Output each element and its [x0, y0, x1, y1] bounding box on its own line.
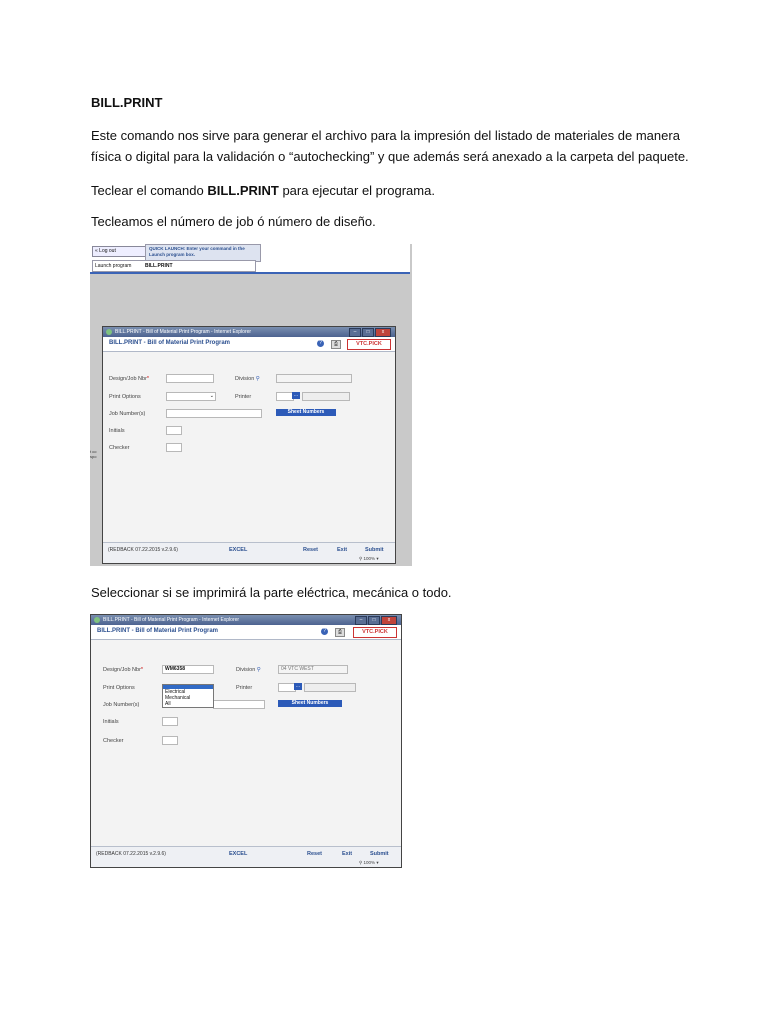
logout-link[interactable]: « Log out [92, 246, 146, 257]
reset-button-2[interactable]: Reset [307, 851, 322, 857]
reset-button[interactable]: Reset [303, 547, 318, 553]
division-search-icon-2[interactable]: ⚲ [256, 667, 261, 673]
instruction-paragraph [91, 180, 691, 201]
required-mark-2: * [140, 667, 144, 673]
initials-input[interactable] [166, 426, 182, 435]
option-electrical[interactable]: Electrical [165, 689, 186, 695]
checker-label: Checker [109, 445, 130, 451]
launch-program-row [92, 260, 256, 272]
launch-header [90, 244, 410, 272]
initials-label: Initials [109, 428, 125, 434]
launch-program-input[interactable]: BILL.PRINT [145, 263, 173, 269]
intro-line-2: física o digital para la validación o “autochecking” y que además será anexado a la carpeta del paquete. [91, 149, 689, 164]
document-heading: BILL.PRINT [91, 95, 163, 110]
app-title-2: BILL.PRINT - Bill of Material Print Program [97, 628, 219, 634]
ie-icon [106, 329, 112, 335]
sheet-numbers-button[interactable]: Sheet Numbers [276, 409, 336, 416]
form-area [103, 352, 395, 543]
version-text-2: (REDBACK 07.22.2015 v.2.9.6) [96, 851, 166, 857]
print-icon[interactable]: ⎙ [331, 340, 341, 349]
sheet-numbers-button-2[interactable]: Sheet Numbers [278, 700, 342, 707]
header-divider [90, 272, 410, 274]
screenshot-launch [90, 244, 412, 566]
zoom-indicator[interactable]: ⚲ 100% ▾ [359, 556, 379, 561]
chevron-down-icon: ⌄ [209, 393, 214, 399]
zoom-indicator-2[interactable]: ⚲ 100% ▾ [359, 860, 379, 865]
instruction-command: BILL.PRINT [207, 183, 279, 198]
help-icon[interactable]: ? [317, 340, 324, 347]
submit-button[interactable]: Submit [365, 547, 384, 553]
side-fragment: t co spo [90, 449, 97, 459]
design-label-text-2: Design/Job Nbr [103, 667, 141, 673]
form-footer-2 [91, 846, 401, 867]
printer-label: Printer [235, 394, 252, 400]
maximize-icon-2[interactable]: □ [368, 616, 380, 625]
printer-lookup-button[interactable]: ... [293, 392, 299, 398]
print-options-label: Print Options [109, 394, 141, 400]
division-input[interactable] [276, 374, 352, 383]
printer-lookup-button-2[interactable]: ... [295, 683, 301, 689]
close-icon-2[interactable]: x [381, 616, 397, 625]
instruction-post: para ejecutar el programa. [278, 183, 435, 198]
excel-button-2[interactable]: EXCEL [229, 851, 248, 857]
design-label [109, 376, 149, 382]
division-input-2[interactable]: 04 VTC WEST [278, 665, 348, 674]
printer-name-input-2 [304, 683, 356, 692]
print-icon-2[interactable]: ⎙ [335, 628, 345, 637]
vtc-pick-button-2[interactable]: VTC.PICK [353, 627, 397, 638]
printer-name-input [302, 392, 350, 401]
app-header [103, 337, 395, 352]
printer-label-2: Printer [236, 685, 253, 691]
form-footer [103, 542, 395, 563]
division-label [235, 376, 260, 382]
window-buttons [349, 328, 391, 337]
intro-paragraph [91, 125, 691, 167]
design-input[interactable] [166, 374, 214, 383]
ie-title-bar-2 [91, 615, 401, 625]
instruction-pre: Teclear el comando [91, 183, 208, 198]
job-numbers-label: Job Number(s) [109, 411, 146, 417]
app-title: BILL.PRINT - Bill of Material Print Program [109, 340, 231, 346]
window-buttons-2 [355, 616, 397, 625]
initials-input-2[interactable] [162, 717, 178, 726]
bill-print-window-1 [102, 326, 396, 564]
version-text: (REDBACK 07.22.2015 v.2.9.6) [108, 547, 178, 553]
minimize-icon-2[interactable]: – [355, 616, 367, 625]
form-area-2 [91, 640, 401, 847]
exit-button[interactable]: Exit [337, 547, 348, 553]
print-options-select[interactable] [166, 392, 216, 401]
maximize-icon[interactable]: □ [362, 328, 374, 337]
ie-title-2: BILL.PRINT - Bill of Material Print Program - Internet Explorer [103, 617, 240, 623]
ie-title: BILL.PRINT - Bill of Material Print Program - Internet Explorer [115, 329, 252, 335]
print-options-label-2: Print Options [103, 685, 135, 691]
zoom-level-2: 100% [363, 860, 376, 865]
division-label-2 [236, 667, 261, 673]
minimize-icon[interactable]: – [349, 328, 361, 337]
exit-button-2[interactable]: Exit [342, 851, 353, 857]
submit-button-2[interactable]: Submit [370, 851, 389, 857]
initials-label-2: Initials [103, 719, 119, 725]
division-label-text-2: Division [236, 667, 256, 673]
vtc-pick-button[interactable]: VTC.PICK [347, 339, 391, 350]
option-all[interactable]: All [165, 701, 171, 707]
close-icon[interactable]: x [375, 328, 391, 337]
job-numbers-input[interactable] [166, 409, 262, 418]
checker-input[interactable] [166, 443, 182, 452]
help-icon-2[interactable]: ? [321, 628, 328, 635]
design-label-text: Design/Job Nbr [109, 376, 147, 382]
division-label-text: Division [235, 376, 255, 382]
option-mechanical[interactable]: Mechanical [165, 695, 191, 701]
ie-title-bar [103, 327, 395, 337]
screenshot-options [90, 614, 402, 868]
design-input-2[interactable]: WM6358 [162, 665, 214, 674]
app-header-2 [91, 625, 401, 640]
job-numbers-label-2: Job Number(s) [103, 702, 140, 708]
job-numbers-input-2[interactable] [213, 700, 265, 709]
job-number-paragraph: Tecleamos el número de job ó número de diseño. [91, 214, 376, 229]
design-label-2 [103, 667, 143, 673]
checker-input-2[interactable] [162, 736, 178, 745]
quick-launch-notice: QUICK LAUNCH: Enter your command in the Launch program box. [145, 244, 261, 262]
checker-label-2: Checker [103, 738, 124, 744]
excel-button[interactable]: EXCEL [229, 547, 248, 553]
zoom-level: 100% [363, 556, 376, 561]
ie-icon-2 [94, 617, 100, 623]
launch-program-label: Launch program [95, 263, 132, 269]
intro-line-1: Este comando nos sirve para generar el archivo para la impresión del listado de materiales de manera [91, 128, 680, 143]
division-search-icon[interactable]: ⚲ [255, 376, 260, 382]
required-mark: * [146, 376, 150, 382]
select-options-paragraph: Seleccionar si se imprimirá la parte eléctrica, mecánica o todo. [91, 585, 452, 600]
print-options-dropdown[interactable] [162, 684, 214, 708]
